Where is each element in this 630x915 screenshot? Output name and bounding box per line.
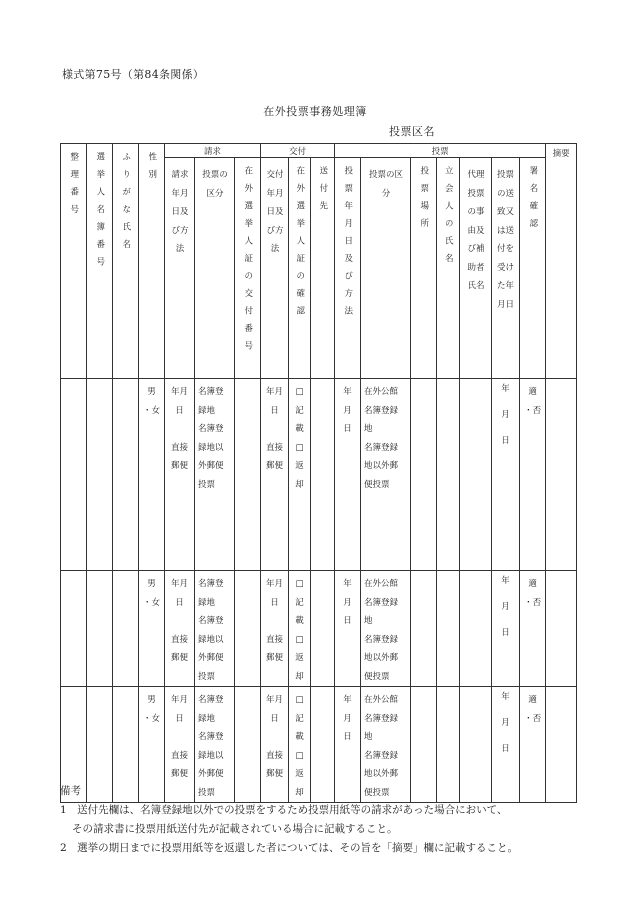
table-row <box>61 571 577 687</box>
cell-sendback[interactable]: 年 月 日 <box>492 687 520 803</box>
cell-delivery-date[interactable]: 年月 日 直接 郵便 <box>261 571 289 687</box>
header-delivery-date: 交付 年月 日及 び方 法 <box>261 158 289 379</box>
cell-vote-kind[interactable]: 在外公館 名簿登録 地 名簿登録 地以外郵 便投票 <box>361 379 411 571</box>
cell-vote-kind[interactable]: 在外公館 名簿登録 地 名簿登録 地以外郵 便投票 <box>361 571 411 687</box>
cell-delivery-destination[interactable] <box>311 379 335 571</box>
cell-seiri[interactable] <box>61 379 87 571</box>
cell-witness[interactable] <box>437 379 460 571</box>
cell-request-certificate[interactable] <box>235 571 261 687</box>
cell-delivery-certificate[interactable]: □ 記 載 □ 返 却 <box>289 571 311 687</box>
cell-furigana[interactable] <box>113 571 139 687</box>
header-furigana: ふりがな氏名 <box>113 144 139 379</box>
cell-remarks[interactable] <box>546 571 577 687</box>
group-delivery: 交付 <box>261 144 335 158</box>
cell-request-vote-kind[interactable]: 名簿登 録地 名簿登 録地以 外郵便 投票 <box>195 379 235 571</box>
cell-request-vote-kind[interactable]: 名簿登 録地 名簿登 録地以 外郵便 投票 <box>195 571 235 687</box>
cell-signature[interactable]: 適 ・否 <box>520 379 546 571</box>
cell-delivery-certificate[interactable]: □ 記 載 □ 返 却 <box>289 379 311 571</box>
header-delivery-certificate: 在外選挙人証の確認 <box>289 158 311 379</box>
cell-sex[interactable]: 男 ・女 <box>139 571 165 687</box>
header-vote-date: 投票年月日及び方法 <box>335 158 361 379</box>
note-1-line-2: その請求書に投票用紙送付先が記載されている場合に記載すること。 <box>72 823 398 835</box>
cell-vote-place[interactable] <box>411 379 437 571</box>
header-request-date: 請求 年月 日及 び方 法 <box>165 158 195 379</box>
cell-senkyonin[interactable] <box>87 571 113 687</box>
cell-seiri[interactable] <box>61 571 87 687</box>
form-number: 様式第75号（第84条関係） <box>62 68 205 81</box>
notes-section <box>60 782 518 858</box>
header-signature: 署名確認 <box>520 158 546 379</box>
header-vote-place: 投票場所 <box>411 158 437 379</box>
cell-senkyonin[interactable] <box>87 379 113 571</box>
cell-request-date[interactable]: 年月 日 直接 郵便 <box>165 571 195 687</box>
cell-vote-date[interactable]: 年 月 日 <box>335 379 361 571</box>
header-remarks: 摘要 <box>546 144 577 379</box>
document-title: 在外投票事務処理簿 <box>263 105 367 118</box>
cell-delivery-date[interactable]: 年月 日 直接 郵便 <box>261 379 289 571</box>
cell-proxy[interactable] <box>460 571 492 687</box>
cell-request-certificate[interactable] <box>235 379 261 571</box>
cell-delivery-destination[interactable] <box>311 571 335 687</box>
table-row <box>61 379 577 571</box>
cell-delivery-certificate[interactable]: □ 記 載 □ 返 却 <box>289 687 311 803</box>
header-witness: 立会人の氏名 <box>437 158 460 379</box>
cell-request-date[interactable]: 年月 日 直接 郵便 <box>165 687 195 803</box>
cell-remarks[interactable] <box>546 379 577 571</box>
note-1-line-1: 1 送付先欄は、名簿登録地以外での投票をするため投票用紙等の請求があった場合において、 <box>60 804 508 816</box>
note-2: 2 選挙の期日までに投票用紙等を返還した者については、その旨を「摘要」欄に記載すること。 <box>60 842 518 854</box>
cell-sex[interactable]: 男 ・女 <box>139 379 165 571</box>
cell-sendback[interactable]: 年 月 日 <box>492 379 520 571</box>
cell-sendback[interactable]: 年 月 日 <box>492 571 520 687</box>
cell-vote-date[interactable]: 年 月 日 <box>335 571 361 687</box>
register-table <box>60 143 577 803</box>
voting-district-label: 投票区名 <box>389 125 435 138</box>
cell-request-date[interactable]: 年月 日 直接 郵便 <box>165 379 195 571</box>
cell-signature[interactable]: 適 ・否 <box>520 571 546 687</box>
cell-signature[interactable]: 適 ・否 <box>520 687 546 803</box>
cell-delivery-date[interactable]: 年月 日 直接 郵便 <box>261 687 289 803</box>
group-request: 請求 <box>165 144 261 158</box>
group-voting: 投票 <box>335 144 546 158</box>
header-delivery-destination: 送付先 <box>311 158 335 379</box>
header-vote-kind: 投票の区 分 <box>361 158 411 379</box>
cell-vote-date[interactable]: 年 月 日 <box>335 687 361 803</box>
cell-proxy[interactable] <box>460 379 492 571</box>
cell-vote-place[interactable] <box>411 571 437 687</box>
header-sex: 性別 <box>139 144 165 379</box>
cell-furigana[interactable] <box>113 379 139 571</box>
cell-remarks[interactable] <box>546 687 577 803</box>
cell-sex[interactable]: 男 ・女 <box>139 687 165 803</box>
cell-witness[interactable] <box>437 571 460 687</box>
cell-vote-kind[interactable]: 在外公館 名簿登録 地 名簿登録 地以外郵 便投票 <box>361 687 411 803</box>
header-request-vote-kind: 投票の 区分 <box>195 158 235 379</box>
header-sendback: 投票 の送 致又 は送 付を 受け た年 月日 <box>492 158 520 379</box>
cell-request-vote-kind[interactable]: 名簿登 録地 名簿登 録地以 外郵便 投票 <box>195 687 235 803</box>
notes-heading: 備考 <box>60 785 81 797</box>
header-proxy: 代理 投票 の事 由及 び補 助者 氏名 <box>460 158 492 379</box>
header-senkyonin: 選挙人名簿番号 <box>87 144 113 379</box>
header-request-certificate: 在外選挙人証の交付番号 <box>235 158 261 379</box>
header-seiri: 整理番号 <box>61 144 87 379</box>
